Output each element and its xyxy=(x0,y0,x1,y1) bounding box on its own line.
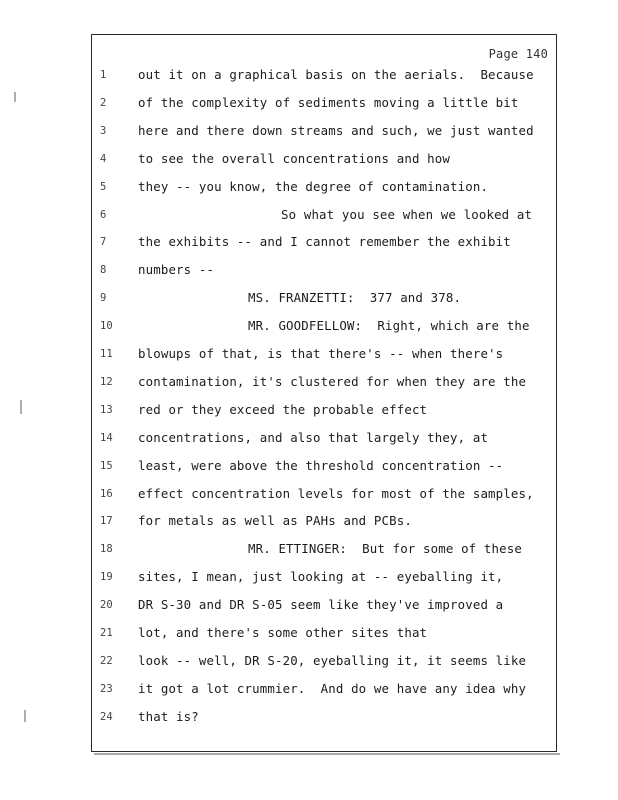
line-number: 3 xyxy=(100,124,107,137)
line-text: MS. FRANZETTI: 377 and 378. xyxy=(248,290,462,306)
scan-mark xyxy=(14,92,16,102)
transcript-line xyxy=(92,344,558,364)
line-number: 20 xyxy=(100,599,113,612)
line-number: 24 xyxy=(100,710,113,723)
line-number: 16 xyxy=(100,487,113,500)
line-text: the exhibits -- and I cannot remember the exhibit xyxy=(138,234,511,250)
transcript-line xyxy=(92,511,558,531)
transcript-line xyxy=(92,177,558,197)
transcript-line xyxy=(92,121,558,141)
page-number: Page 140 xyxy=(488,47,548,61)
line-number: 1 xyxy=(100,69,107,81)
line-number: 23 xyxy=(100,682,113,695)
scan-mark xyxy=(20,400,22,414)
line-text: blowups of that, is that there's -- when there's xyxy=(138,346,504,361)
line-number: 6 xyxy=(100,208,107,221)
line-text: lot, and there's some other sites that xyxy=(138,625,428,640)
transcript-line xyxy=(92,595,558,615)
transcript-page xyxy=(91,34,557,752)
line-text: So what you see when we looked at xyxy=(281,206,533,222)
transcript-line xyxy=(92,567,558,587)
line-number: 2 xyxy=(100,96,107,109)
transcript-line xyxy=(92,456,558,476)
line-text: effect concentration levels for most of the samples, xyxy=(138,485,534,501)
line-number: 10 xyxy=(100,320,113,333)
transcript-line xyxy=(92,539,558,559)
line-number: 9 xyxy=(100,292,107,305)
line-text: concentrations, and also that largely they, at xyxy=(138,429,489,445)
line-number: 13 xyxy=(100,403,113,416)
line-number: 17 xyxy=(100,515,113,528)
line-number: 14 xyxy=(100,431,113,444)
line-text: least, were above the threshold concentration -- xyxy=(138,457,504,473)
line-number: 8 xyxy=(100,264,107,277)
scan-mark xyxy=(24,710,26,722)
transcript-line xyxy=(92,205,558,225)
line-text: MR. GOODFELLOW: Right, which are the xyxy=(248,318,530,334)
transcript-line xyxy=(92,316,558,336)
line-number: 15 xyxy=(100,459,113,472)
line-text: sites, I mean, just looking at -- eyeballing it, xyxy=(138,569,504,585)
line-text: to see the overall concentrations and how xyxy=(138,150,451,166)
line-number: 19 xyxy=(100,571,113,584)
transcript-line xyxy=(92,232,558,252)
line-text: here and there down streams and such, we just wanted xyxy=(138,122,534,138)
line-text: DR S-30 and DR S-05 seem like they've improved a xyxy=(138,597,504,613)
transcript-line xyxy=(92,260,558,280)
transcript-line xyxy=(92,623,558,643)
line-number: 11 xyxy=(100,348,113,360)
line-text: contamination, it's clustered for when they are the xyxy=(138,373,527,389)
line-text: look -- well, DR S-20, eyeballing it, it seems like xyxy=(138,652,527,668)
line-number: 4 xyxy=(100,152,107,165)
transcript-line xyxy=(92,651,558,671)
transcript-line xyxy=(92,288,558,308)
transcript-line xyxy=(92,428,558,448)
line-text: that is? xyxy=(138,708,199,724)
transcript-line xyxy=(92,707,558,727)
transcript-line xyxy=(92,484,558,504)
transcript-line xyxy=(92,372,558,392)
transcript-line xyxy=(92,400,558,420)
line-text: MR. ETTINGER: But for some of these xyxy=(248,541,522,557)
line-number: 7 xyxy=(100,236,107,249)
line-number: 5 xyxy=(100,180,107,193)
transcript-line xyxy=(92,65,558,85)
line-text: for metals as well as PAHs and PCBs. xyxy=(138,513,412,529)
line-text: they -- you know, the degree of contamination. xyxy=(138,178,489,194)
line-text: it got a lot crummier. And do we have any idea why xyxy=(138,680,527,696)
line-text: numbers -- xyxy=(138,262,215,278)
transcript-line xyxy=(92,149,558,169)
transcript-line xyxy=(92,93,558,113)
line-number: 12 xyxy=(100,375,113,388)
line-text: red or they exceed the probable effect xyxy=(138,401,428,417)
transcript-line xyxy=(92,679,558,699)
line-number: 22 xyxy=(100,654,113,667)
line-number: 21 xyxy=(100,627,113,639)
line-text: out it on a graphical basis on the aerials. Because xyxy=(138,67,534,82)
line-text: of the complexity of sediments moving a little bit xyxy=(138,94,519,110)
line-number: 18 xyxy=(100,543,113,556)
